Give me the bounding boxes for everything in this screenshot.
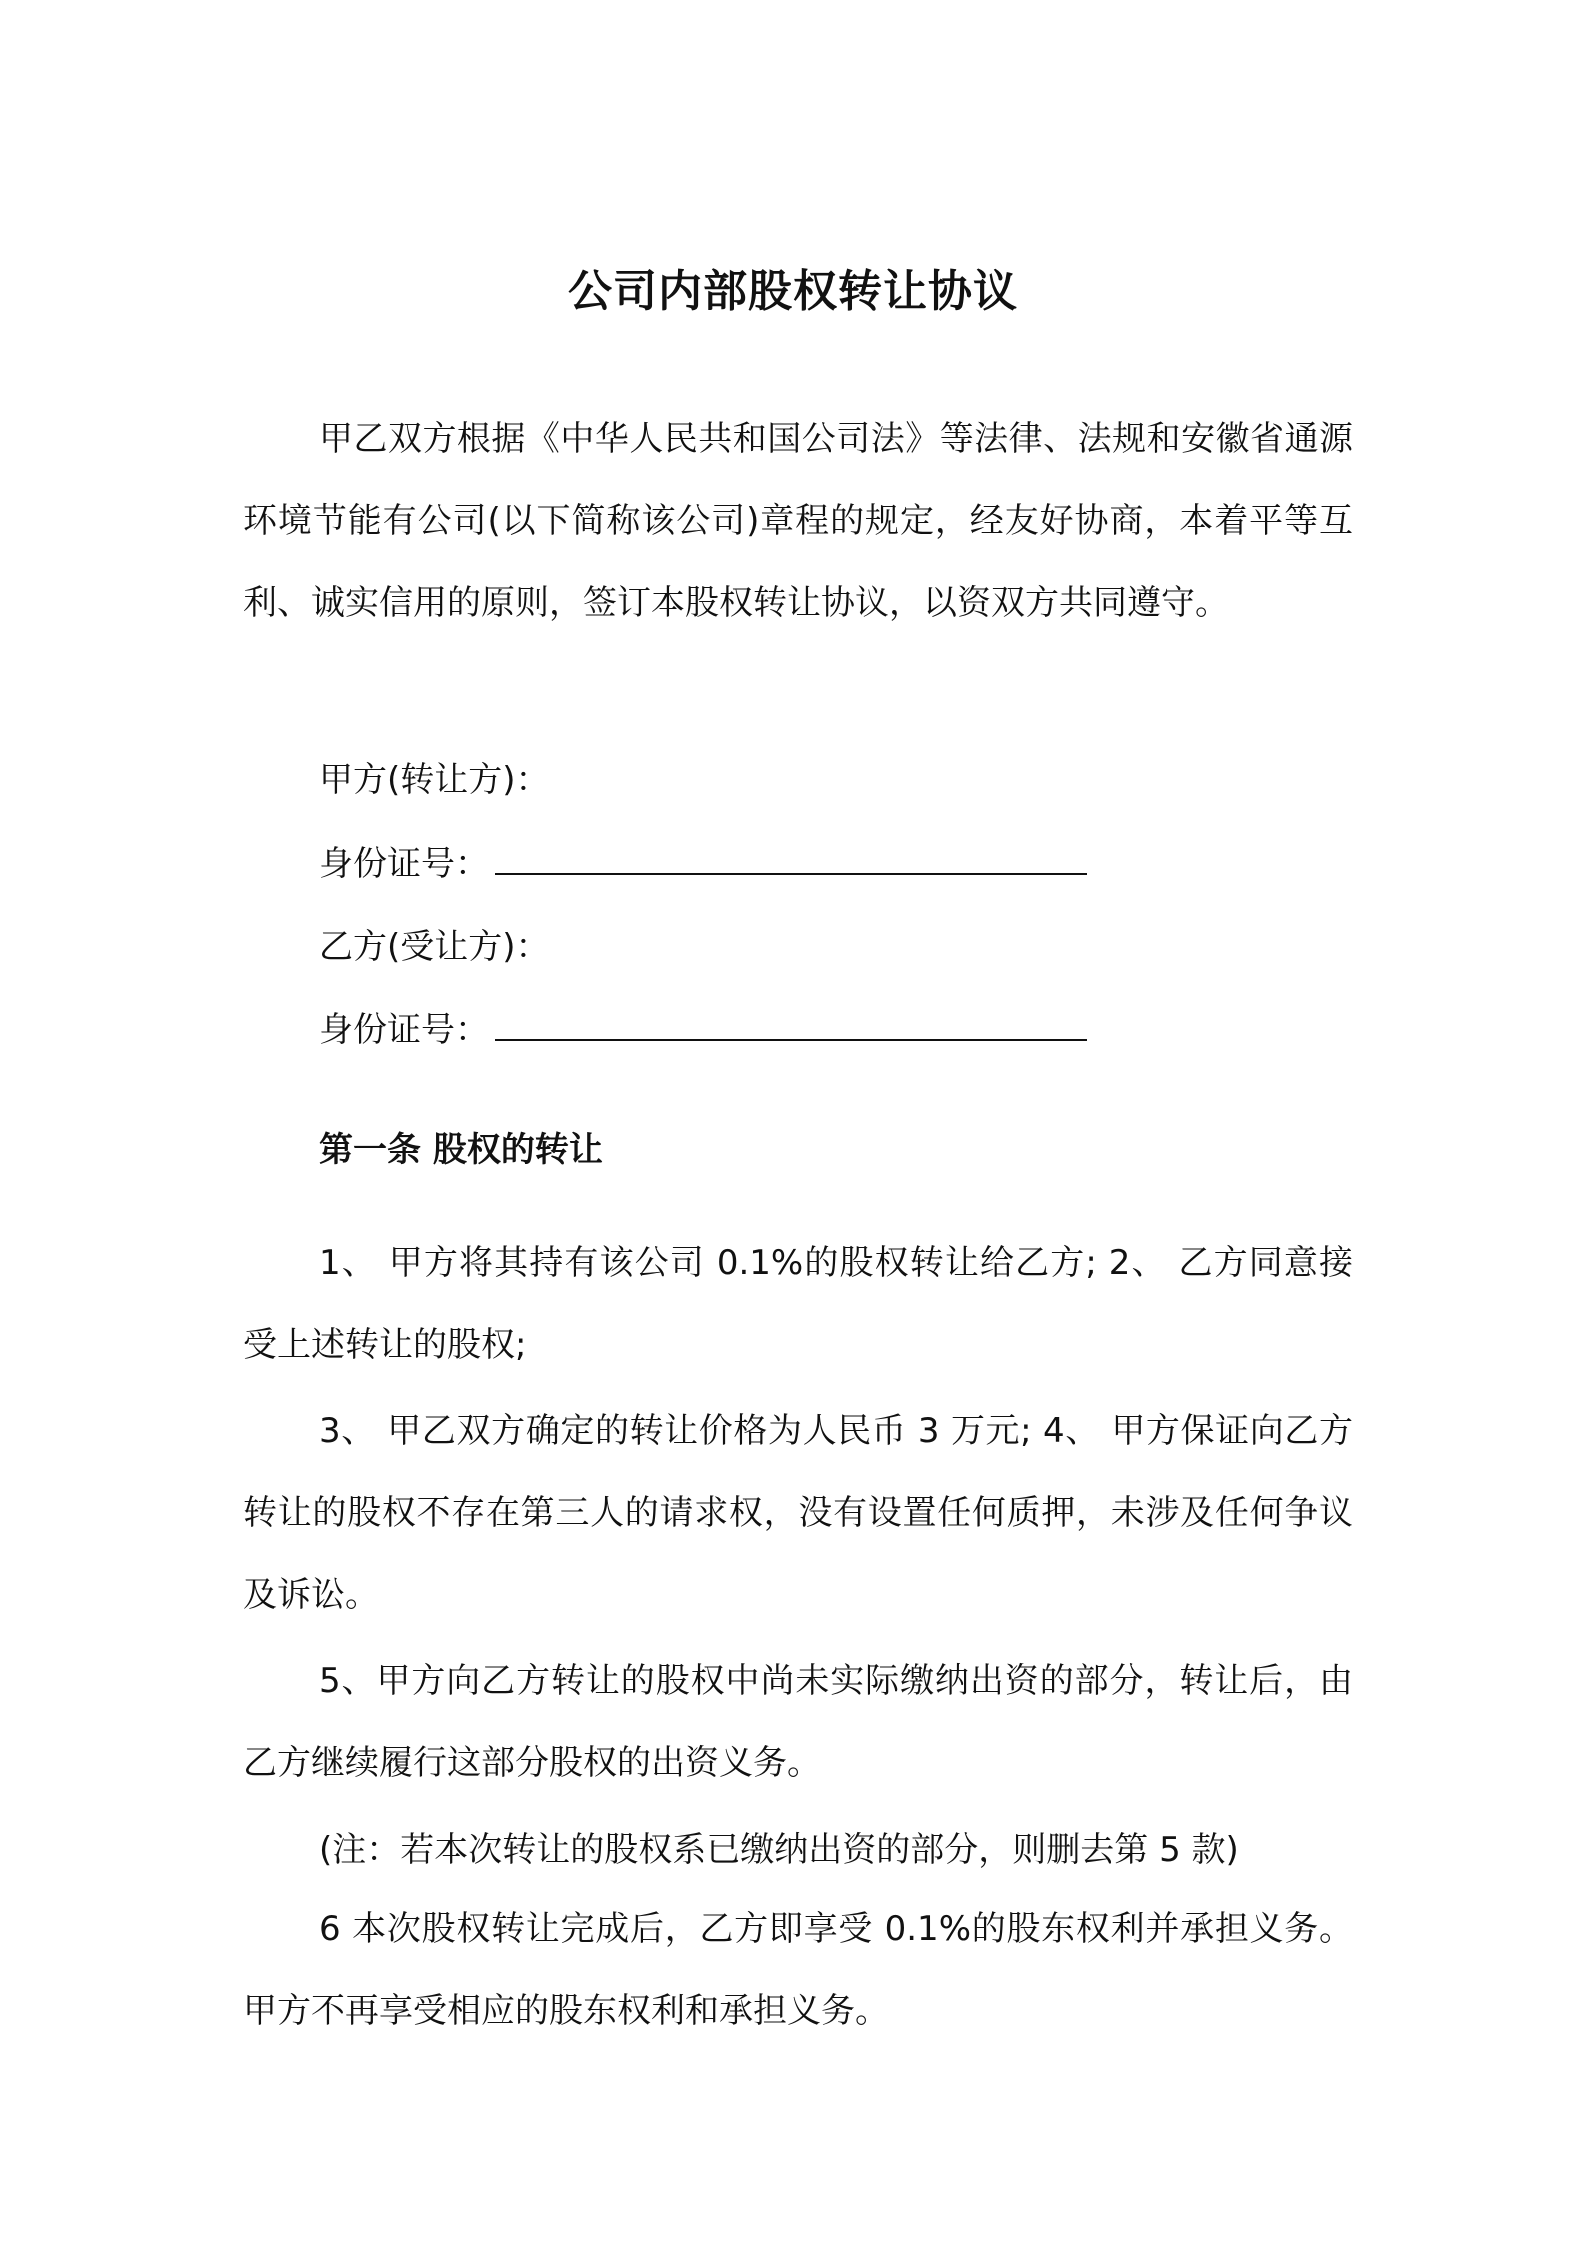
party-a-label: 甲方(转让方)： (319, 760, 550, 800)
party-b-id-blank (495, 1003, 1087, 1041)
party-a-id-line (319, 834, 1087, 894)
note-line: (注：若本次转让的股权系已缴纳出资的部分，则删去第 5 款) (319, 1830, 1239, 1870)
article-1-heading: 第一条 股权的转让 (319, 1130, 603, 1170)
clause-1-2-block (243, 1222, 1353, 1386)
party-a-id-label: 身份证号： (319, 844, 489, 884)
clause-1-2: 1、 甲方将其持有该公司 0.1%的股权转让给乙方; 2、 乙方同意接受上述转让的股权; (243, 1243, 1353, 1365)
party-b-id-label: 身份证号： (319, 1010, 489, 1050)
clause-5: 5、甲方向乙方转让的股权中尚未实际缴纳出资的部分，转让后，由乙方继续履行这部分股权的出资义务。 (243, 1661, 1353, 1783)
party-b-id-line (319, 1000, 1087, 1060)
intro-paragraph-block (243, 398, 1353, 644)
document-title: 公司内部股权转让协议 (568, 266, 1018, 317)
clause-3-4-block (243, 1390, 1353, 1636)
party-a-id-blank (495, 837, 1087, 875)
clause-3-4: 3、 甲乙双方确定的转让价格为人民币 3 万元; 4、 甲方保证向乙方转让的股权不存在第三人的请求权，没有设置任何质押，未涉及任何争议及诉讼。 (243, 1411, 1353, 1615)
clause-6-block (243, 1888, 1353, 2052)
party-b-label: 乙方(受让方)： (319, 927, 550, 967)
intro-paragraph: 甲乙双方根据《中华人民共和国公司法》等法律、法规和安徽省通源环境节能有公司(以下简称该公司)章程的规定，经友好协商，本着平等互利、诚实信用的原则，签订本股权转让协议，以资双方共同遵守。 (243, 419, 1353, 623)
clause-5-block (243, 1640, 1353, 1804)
clause-6: 6 本次股权转让完成后，乙方即享受 0.1%的股东权利并承担义务。甲方不再享受相应的股东权利和承担义务。 (243, 1909, 1353, 2031)
